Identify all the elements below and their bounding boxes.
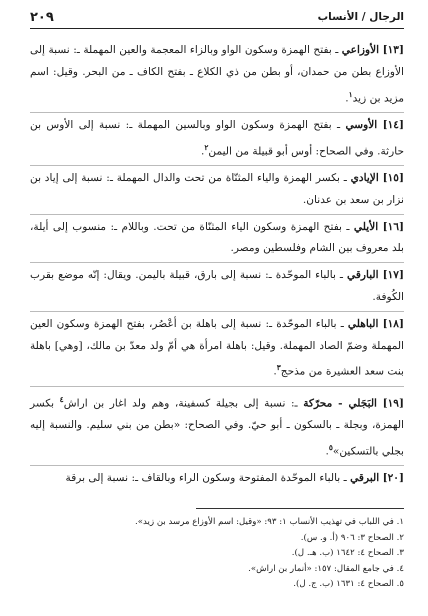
entry-term: الإيادي [350,172,379,185]
entry-text: ـ بكسر الهمزة والياء المثنّاة من تحت والدال المهملة ـ: نسبة إلى [62,172,347,185]
page-header [30,10,404,29]
entry-text: نسبة إلى الأوزاع بطن من حمدان، أو بطن من ذي الكلاع ـ بفتح الكاف ـ من البحر. [30,44,404,78]
entry-16 [30,217,404,261]
entry-term: البارقي [346,269,379,282]
entry-text: بقرب الكُوفة. [30,269,404,304]
entry-text: ـ بالباء الموحّدة ـ: نسبة إلى باهلة بن أعْصُر، بفتح الهمزة وسكون [56,317,344,330]
entry-19: [١٩] البَجَلي - محرّكة ـ: نسبة إلى بجيلة كسفينة، وهم ولد اغار بن اراش$^٤$ بكسر الهمزة، وبجلة ـ بالسكون ـ أبو حيّ. وفي الصحاح: «بطن من بني سليم. والنسبة إليه بجلي بالتسكين»$^٥$. [30,394,404,458]
entry-17 [30,265,404,309]
entry-text: الهمزة، وبجلة ـ بالسكون ـ أبو حيّ. وفي الصحاح: «بطن من بني سليم. والنسبة إليه [30,419,404,432]
divider [30,214,404,215]
entry-text: ـ: نسبة إلى بجيلة كسفينة، وهم ولد اغار بن اراش [63,397,298,410]
footnote-ref[interactable]: ٤ [59,394,64,404]
entry-number: [١٨] [382,317,404,330]
divider [30,112,404,113]
entry-text: حارثة. وفي الصحاح: أوس أبو قبيلة من اليمن [208,145,404,158]
footnote: ٥. الصحاح ٤: ١٦٣١ (ب. ج. ل). [293,579,404,590]
entry-20 [30,468,404,490]
entry-number: [١٣] [382,44,404,56]
entry-text: أيلة، بلد معروف بين الشام وفلسطين ومصر. [30,220,404,255]
entry-14: [١٤] الأوسي ـ بفتح الهمزة وسكون الواو وبالسين المهملة ـ: نسبة إلى الأوس بن حارثة. وفي الصحاح: أوس أبو قبيلة من اليمن$^٢$. [30,118,404,158]
divider [30,165,404,166]
footnote-rule [196,508,404,509]
footnote: ٢. الصحاح ٣: ٩٠٦ (أ. و. س). [300,532,404,543]
footnote: ٣. الصحاح ٤: ١٦٤٢ (ب. هـ. ل). [291,548,404,559]
entry-text: العين المهملة وضمّ الصاد المهملة. وقيل: باهلة امرأة هي أمّ ولد معدّ بن مالك، [30,317,404,352]
entry-13: [١٣] الأوزاعي ـ بفتح الهمزة وسكون الواو وبالزاء المعجمة والعين المهملة ـ: نسبة إلى الأوزاع بطن من حمدان، أو بطن من ذي الكلاع ـ بفتح الكاف ـ من البحر. وقيل: اسم مزيد بن زيد$^١$. [30,44,404,105]
footnote-ref[interactable]: ٣ [276,363,281,373]
entry-text: بجلي بالتسكين» [332,445,404,458]
entry-number: [١٤] [382,118,404,131]
footnote-ref[interactable]: ١ [348,89,353,99]
entry-number: [١٩] [382,397,404,410]
entry-text: ـ بالباء الموحّدة المفتوحة وسكون الراء وبالقاف ـ: نسبة إلى برقة [65,472,347,485]
entry-term: الباهلي [347,317,379,330]
entry-text: [وهي] باهلة بنت سعد العشيرة من مذحج [30,339,404,378]
divider [30,386,404,387]
page-body [30,40,404,490]
divider [30,465,404,466]
footnote: ١. في اللباب في تهذيب الأنساب ١: ٩٣: «وقيل: اسم الأوزاع مرسد بن زيد». [135,517,404,527]
entry-number: [١٦] [382,220,405,233]
entry-number: [٢٠] [382,472,404,485]
entry-text: ـ بفتح الهمزة وسكون الياء المثنّاة من تحت. وباللام ـ: منسوب إلى [52,220,350,233]
running-title: الرجال / الأنساب [317,11,404,23]
entry-term: الأوسي [345,118,378,131]
divider [30,262,404,263]
entry-term: البرقي [350,472,380,485]
entry-number: [١٧] [382,269,404,282]
entry-number: [١٥] [382,172,405,185]
entry-text: ـ بفتح الهمزة وسكون الواو وبالزاء المعجمة والعين المهملة ـ: [73,44,339,56]
footnote-ref[interactable]: ٥ [328,442,333,452]
entry-term: البَجَلي - محرّكة [303,397,378,410]
entry-18: [١٨] الباهلي ـ بالباء الموحّدة ـ: نسبة إلى باهلة بن أعْصُر، بفتح الهمزة وسكون العين المهملة وضمّ الصاد المهملة. وقيل: باهلة امرأة هي أمّ ولد معدّ بن مالك، [وهي] باهلة بنت سعد العشيرة من مذحج$^٣$. [30,317,404,378]
footnotes [30,515,404,593]
entry-15 [30,168,404,212]
divider [30,311,404,312]
footnote-ref[interactable]: ٢ [204,142,209,152]
entry-text: إياد بن نزار بن سعد بن عدنان. [30,172,404,206]
footnote: ٤. في جامع المقال: ١٥٧: «أنمار بن اراش». [248,563,404,574]
entry-text: ـ بفتح الهمزة وسكون الواو وبالسين المهملة ـ: نسبة إلى الأوس بن [30,118,341,131]
page-number: ٢٠٩ [30,10,54,25]
entry-text: بكسر [30,397,55,410]
entry-term: الأوزاعي [341,44,380,56]
entry-text: ـ بالباء الموحّدة ـ: نسبة إلى بارق، قبيلة باليمن. ويقال: إنّه موضع [58,269,344,282]
entry-text: وقيل: اسم مزيد بن زيد [30,65,404,105]
entry-term: الأيلي [353,220,379,233]
